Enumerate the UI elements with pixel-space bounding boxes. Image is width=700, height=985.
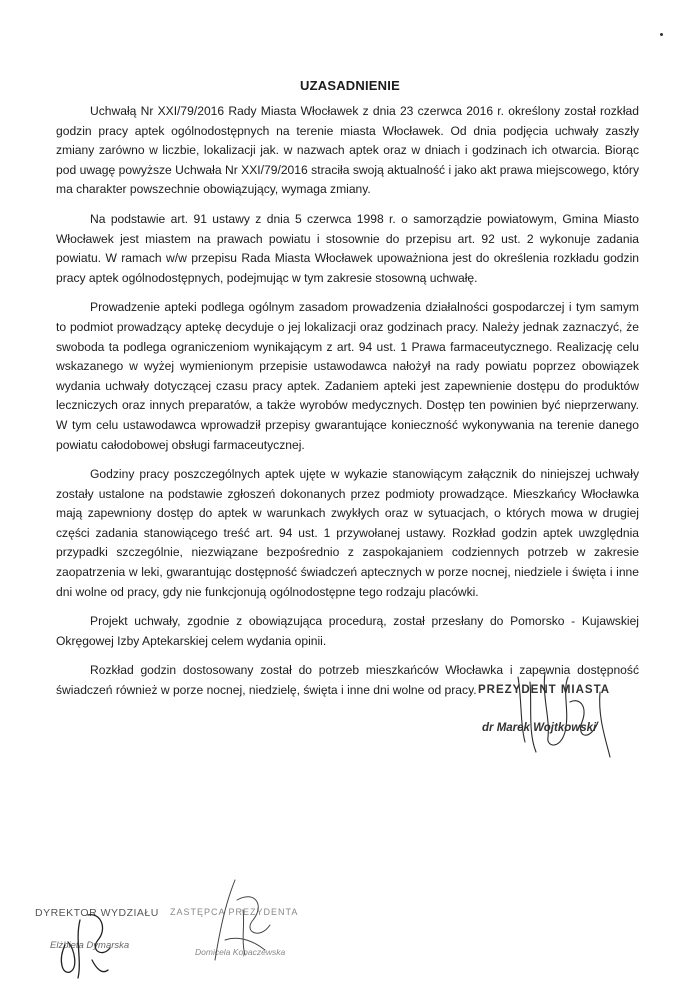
deputy-signature-block [165, 870, 355, 970]
deputy-stamp-title: ZASTĘPCA PREZYDENTA [170, 907, 299, 917]
mayor-stamp-title: PREZYDENT MIASTA [478, 684, 611, 696]
deputy-stamp-name: Domicela Kopaczewska [195, 947, 286, 957]
scan-speck [660, 33, 663, 36]
mayor-stamp-name: dr Marek Wojtkowski [482, 722, 597, 734]
document-body [56, 102, 639, 711]
mayor-signature-block [470, 662, 660, 772]
director-stamp-title: DYREKTOR WYDZIAŁU [35, 907, 159, 919]
director-stamp-name: Elżbieta Dymarska [50, 940, 130, 951]
paragraph-6: Rozkład godzin dostosowany został do potrzeb mieszkańców Włocławka i zapewnia dostępność świadczeń również w porze nocnej, niedzielę, święta i inne dni wolne od pracy. [56, 663, 639, 698]
director-signature-block [30, 900, 180, 980]
paragraph-5: Projekt uchwały, zgodnie z obowiązująca procedurą, został przesłany do Pomorsko - Kujawskiej Okręgowej Izby Aptekarskiej celem wydania opinii. [56, 614, 639, 648]
deputy-handwritten-signature [165, 870, 355, 970]
document-title: UZASADNIENIE [300, 78, 400, 93]
paragraph-3: Prowadzenie apteki podlega ogólnym zasadom prowadzenia działalności gospodarczej i tym samym to podmiot prowadzący aptekę decyduje o jej lokalizacji oraz godzinach pracy. Należy jednak zaznaczyć, że swoboda ta podlega ograniczeniom wynikającym z art. 94 ust. 1 Prawa farmaceutycznego. Realizację celu wskazanego w wyżej wymienionym przepisie ustawodawca nałożył na rady powiatu poprzez obowiązek wydania uchwały dotyczącej czasu pracy aptek. Zadaniem apteki jest zapewnienie dostępu do produktów leczniczych oraz innych preparatów, a także wyrobów medycznych. Dostęp ten powinien być nieprzerwany. W tym celu ustawodawca wprowadził przepisy gwarantujące konieczność wykonywania na terenie danego powiatu całodobowej obsługi farmaceutycznej. [56, 300, 639, 452]
director-handwritten-signature [30, 900, 180, 980]
paragraph-2: Na podstawie art. 91 ustawy z dnia 5 czerwca 1998 r. o samorządzie powiatowym, Gmina Miasto Włocławek jest miastem na prawach powiatu i stosownie do przepisu art. 92 ust. 2 wykonuje zadania powiatu. W ramach w/w przepisu Rada Miasta Włocławek upoważniona jest do określenia rozkładu godzin pracy aptek ogólnodostępnych, podejmując w tym zakresie stosowną uchwałę. [56, 211, 639, 285]
paragraph-4: Godziny pracy poszczególnych aptek ujęte w wykazie stanowiącym załącznik do niniejszej uchwały zostały ustalone na podstawie zgłoszeń dokonanych przez podmioty prowadzące. Mieszkańcy Włocławka mają zapewniony dostęp do aptek w warunkach zwykłych oraz w sytuacjach, o których mowa w drugiej części zadania stanowiącego treść art. 94 ust. 1 przywołanej ustawy. Rozkład godzin aptek uwzględnia przypadki szczególnie, niezwiązane bezpośrednio z zaspokajaniem codziennych potrzeb w zakresie zaopatrzenia w leki, gwarantując dostępność świadczeń aptecznych w porze nocnej, niedziele i święta i inne dni wolne od pracy, gdy nie funkcjonują ogólnodostępne tego rodzaju placówki. [56, 467, 639, 599]
mayor-handwritten-signature [470, 662, 660, 772]
paragraph-1: Uchwałą Nr XXI/79/2016 Rady Miasta Włocławek z dnia 23 czerwca 2016 r. określony został rozkład godzin pracy aptek ogólnodostępnych na terenie miasta Włocławek. Od dnia podjęcia uchwały zaszły zmiany zarówno w liczbie, lokalizacji jak. w nazwach aptek oraz w dniach i godzinach ich otwarcia. Biorąc pod uwagę powyższe Uchwała Nr XXI/79/2016 straciła swoją aktualność i jako akt prawa miejscowego, który ma charakter powszechnie obowiązujący, wymaga zmiany. [56, 104, 639, 197]
